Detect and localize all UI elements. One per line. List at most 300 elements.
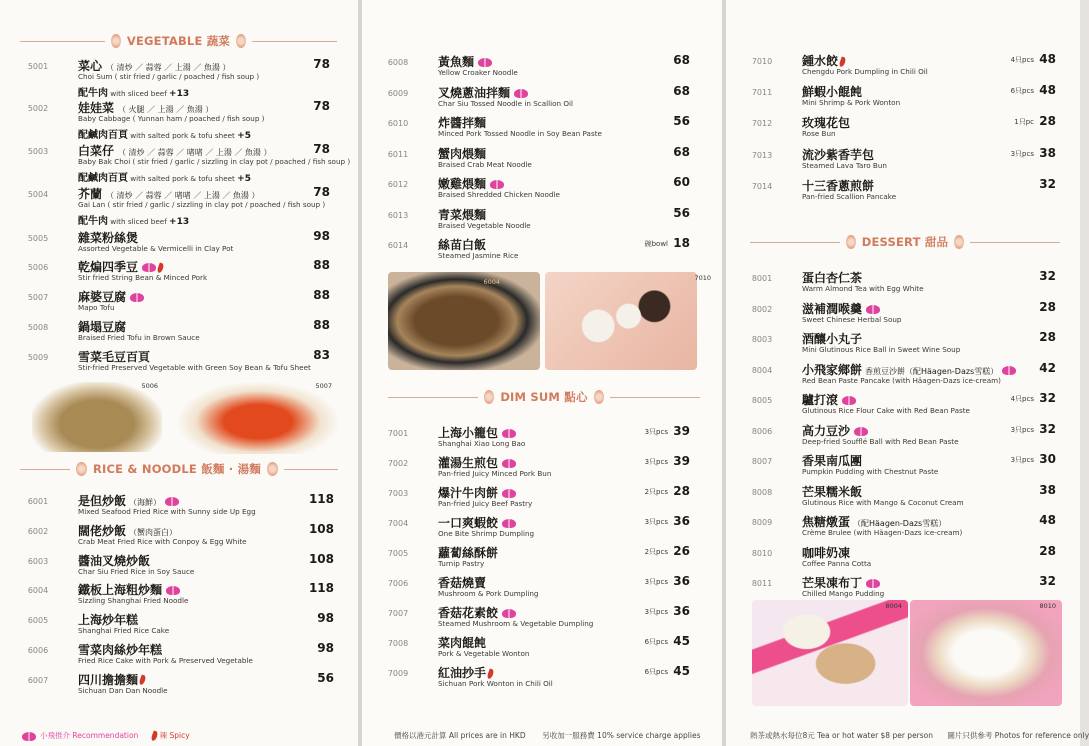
item-price: 39 xyxy=(673,454,690,468)
item-price: 78 xyxy=(313,57,330,71)
menu-item xyxy=(387,205,690,236)
menu-item xyxy=(27,348,330,378)
menu-item xyxy=(27,521,334,552)
divider xyxy=(750,242,840,243)
item-price: 118 xyxy=(308,492,334,506)
divider xyxy=(20,469,70,470)
item-unit: 3只pcs xyxy=(1010,149,1034,158)
item-name-zh-text: 紅油抄手 xyxy=(438,666,487,680)
item-price: 32 xyxy=(1039,391,1056,405)
item-price: 98 xyxy=(317,611,334,626)
flower-icon xyxy=(954,235,964,249)
item-code: 5007 xyxy=(27,293,49,302)
item-addon-price: +13 xyxy=(169,217,190,227)
item-code: 7007 xyxy=(387,609,409,618)
item-code: 6003 xyxy=(27,556,49,566)
item-addon-zh: 配牛肉 xyxy=(78,88,108,99)
item-name-zh-text: 高力豆沙 xyxy=(802,423,851,438)
item-name-zh-text: 小飛家鄉餅 xyxy=(802,362,863,377)
menu-item xyxy=(27,641,334,671)
divider xyxy=(610,397,700,398)
item-name-zh-text: 咖啡奶凍 xyxy=(802,545,851,560)
item-code: 8008 xyxy=(751,487,773,497)
item-price: 118 xyxy=(308,581,334,596)
item-name-en: Assorted Vegetable & Vermicelli in Clay Pot xyxy=(78,244,234,253)
item-name-zh-text: 爆汁牛肉餅 xyxy=(438,486,499,500)
section-title-dimsum xyxy=(478,386,610,408)
item-code: 8006 xyxy=(751,426,773,436)
item-code: 7002 xyxy=(387,459,409,468)
recommendation-butterfly-icon xyxy=(142,263,156,272)
item-price: 78 xyxy=(313,142,330,156)
menu-item xyxy=(27,492,334,522)
item-name-zh-text: 玫瑰花包 xyxy=(802,116,851,131)
menu-page-noodle-dimsum xyxy=(362,0,722,746)
item-name-zh-text: 鍾水餃 xyxy=(802,54,839,68)
item-price: 28 xyxy=(1039,543,1056,558)
flower-icon xyxy=(846,235,856,249)
section-title-dessert xyxy=(840,231,970,253)
item-name-en: Stir-fried Preserved Vegetable with Green Soy Bean & Tofu Sheet xyxy=(78,363,311,372)
item-price: 78 xyxy=(313,185,330,199)
item-name-zh-text: 上海小籠包 xyxy=(438,426,499,440)
item-price: 108 xyxy=(308,551,334,566)
item-name-zh-text: 菜肉餛飩 xyxy=(438,636,487,650)
item-name-en: Steamed Mushroom & Vegetable Dumpling xyxy=(438,619,594,628)
dish-photo xyxy=(388,272,540,370)
item-name-zh-text: 麻婆豆腐 xyxy=(78,290,127,304)
section-title-en: DIM SUM xyxy=(500,390,561,404)
flower-icon xyxy=(594,390,604,404)
item-name-zh-text: 香菇燒賣 xyxy=(438,576,487,590)
item-code: 6008 xyxy=(387,58,409,67)
item-price: 26 xyxy=(673,544,690,558)
item-addon xyxy=(78,84,189,99)
item-name-zh-text: 炸醬拌麵 xyxy=(438,116,487,130)
item-code: 7011 xyxy=(751,88,773,98)
item-code: 5008 xyxy=(27,323,49,332)
item-code: 8002 xyxy=(751,304,773,314)
tea-charge-note: 熱茶或熱水每位8元 Tea or hot water $8 per person xyxy=(750,731,934,740)
item-price: 48 xyxy=(1039,83,1056,98)
item-price: 78 xyxy=(313,99,330,113)
item-name-en: Mini Shrimp & Pork Wonton xyxy=(802,98,901,108)
menu-item xyxy=(387,514,690,544)
recommendation-butterfly-icon xyxy=(502,429,516,438)
item-code: 6001 xyxy=(27,497,49,506)
item-price: 36 xyxy=(673,514,690,528)
item-code: 6005 xyxy=(27,616,49,626)
item-name-en: One Bite Shrimp Dumpling xyxy=(438,529,535,538)
recommendation-butterfly-icon xyxy=(502,519,516,528)
item-code: 6011 xyxy=(387,149,409,159)
item-code: 8001 xyxy=(751,274,773,283)
item-name-zh-text: 黃魚麵 xyxy=(438,55,475,69)
menu-item xyxy=(751,360,1056,391)
legend-recommendation: 小飛推介 Recommendation xyxy=(40,731,139,740)
item-unit: 3只pcs xyxy=(644,578,668,586)
item-unit: 2只pcs xyxy=(644,488,668,496)
item-name-en: Steamed Lava Taro Bun xyxy=(802,160,887,170)
item-code: 7001 xyxy=(387,429,409,438)
item-code: 7010 xyxy=(751,57,773,66)
item-name-en: Turnip Pastry xyxy=(438,559,485,568)
item-price: 30 xyxy=(1039,452,1056,466)
menu-item xyxy=(387,574,690,604)
item-name-zh-text: 娃娃菜 xyxy=(78,101,115,115)
recommendation-butterfly-icon xyxy=(866,305,880,314)
menu-item xyxy=(387,454,690,484)
section-title-zh: 甜品 xyxy=(924,235,949,249)
item-code: 5003 xyxy=(27,147,49,156)
menu-item xyxy=(751,513,1056,543)
item-code: 8005 xyxy=(751,396,773,405)
item-unit: 6只pcs xyxy=(644,638,668,646)
item-price: 48 xyxy=(1039,513,1056,527)
legend-spicy: 辣 Spicy xyxy=(159,731,190,740)
item-name-zh-text: 雪菜肉絲炒年糕 xyxy=(78,643,163,657)
item-addon-en: with sliced beef xyxy=(110,217,167,226)
item-addon-en: with salted pork & tofu sheet xyxy=(130,174,235,183)
item-code: 5006 xyxy=(27,263,49,272)
divider xyxy=(284,469,338,470)
recommendation-butterfly-icon xyxy=(490,180,504,189)
item-code: 7003 xyxy=(387,489,409,498)
item-name-zh-text: 雪菜毛豆百頁 xyxy=(78,350,151,364)
menu-item xyxy=(387,634,690,664)
photo-code: 7010 xyxy=(694,274,711,282)
item-name-zh-text: 青菜煨麵 xyxy=(438,207,487,222)
item-code: 7006 xyxy=(387,579,409,588)
menu-item xyxy=(751,421,1056,452)
item-price: 56 xyxy=(317,670,334,685)
item-price: 98 xyxy=(313,229,330,243)
photo-code: 5006 xyxy=(141,382,158,390)
menu-page-vegetable-rice xyxy=(0,0,358,746)
divider xyxy=(388,397,478,398)
item-unit: 2只pcs xyxy=(644,548,668,556)
menu-item xyxy=(387,604,690,634)
item-options: （ 清炒 ／ 蒜蓉 ／ 啫啫 ／ 上湯 ／ 魚湯 ） xyxy=(106,191,260,200)
item-name-en: Chengdu Pork Dumpling in Chili Oil xyxy=(802,67,928,76)
item-name-zh-note: 香煎豆沙餅（配Häagen-Dazs雪糕） xyxy=(865,366,999,376)
item-name-zh-text: 四川擔擔麵 xyxy=(78,672,139,687)
item-price: 56 xyxy=(673,205,690,220)
item-name-en: Chilled Mango Pudding xyxy=(802,589,885,598)
item-price: 32 xyxy=(1039,421,1056,436)
item-name-zh-text: 蘿蔔絲酥餅 xyxy=(438,546,499,560)
item-price: 32 xyxy=(1039,269,1056,283)
menu-item xyxy=(387,114,690,144)
item-unit: 6只pcs xyxy=(644,668,668,676)
item-price: 32 xyxy=(1039,176,1056,191)
menu-item xyxy=(751,52,1056,82)
item-code: 6007 xyxy=(27,675,49,685)
photo-code: 8010 xyxy=(1039,602,1056,610)
item-price: 68 xyxy=(673,144,690,159)
item-name-en: Sizzling Shanghai Fried Noodle xyxy=(78,596,189,606)
flower-icon xyxy=(111,34,121,48)
item-name-zh-text: 雜菜粉絲煲 xyxy=(78,231,139,245)
menu-item xyxy=(387,83,690,114)
flower-icon xyxy=(267,462,278,476)
recommendation-butterfly-icon xyxy=(22,732,36,741)
item-code: 5001 xyxy=(27,62,49,71)
item-price: 28 xyxy=(1039,114,1056,129)
recommendation-butterfly-icon xyxy=(478,58,492,67)
item-price: 88 xyxy=(313,318,330,332)
item-name-en: Rose Bun xyxy=(802,129,836,139)
menu-item xyxy=(27,611,334,641)
item-name-en: Mushroom & Pork Dumpling xyxy=(438,589,539,598)
spicy-chili-icon xyxy=(486,668,494,679)
item-unit: 3只pcs xyxy=(1010,456,1034,464)
item-price: 18 xyxy=(673,236,690,250)
recommendation-butterfly-icon xyxy=(130,293,144,302)
item-price: 28 xyxy=(1039,330,1056,344)
item-addon-en: with sliced beef xyxy=(110,89,167,98)
item-code: 6013 xyxy=(387,210,409,220)
item-name-zh-text: 鮮蝦小餛飩 xyxy=(802,85,863,100)
item-options: （ 清炒 ／ 蒜蓉 ／ 啫啫 ／ 上湯 ／ 魚湯 ） xyxy=(118,148,272,157)
item-price: 88 xyxy=(313,258,330,272)
item-name-en: Shanghai Xiao Long Bao xyxy=(438,439,526,448)
divider xyxy=(20,41,105,42)
item-code: 8004 xyxy=(751,365,773,375)
item-unit: 3只pcs xyxy=(644,428,668,436)
item-name-en: Char Siu Fried Rice in Soy Sauce xyxy=(78,566,195,576)
item-name-zh-note: （蟹肉蛋白） xyxy=(129,527,178,537)
menu-item xyxy=(387,664,690,694)
divider xyxy=(970,242,1060,243)
menu-item xyxy=(751,482,1056,513)
item-price: 68 xyxy=(673,83,690,98)
menu-item xyxy=(387,144,690,175)
recommendation-butterfly-icon xyxy=(842,396,856,405)
menu-item xyxy=(27,318,330,348)
recommendation-butterfly-icon xyxy=(502,609,516,618)
menu-item xyxy=(751,299,1056,330)
dish-photo xyxy=(32,382,162,452)
item-name-zh-text: 鍋塌豆腐 xyxy=(78,320,127,334)
item-name-zh-text: 芒果凍布丁 xyxy=(802,576,863,590)
menu-item xyxy=(27,185,330,227)
spicy-chili-icon xyxy=(838,56,846,67)
menu-item xyxy=(751,452,1056,482)
menu-item xyxy=(387,424,690,454)
item-code: 6002 xyxy=(27,526,49,536)
item-name-zh-text: 醬油叉燒炒飯 xyxy=(78,553,151,568)
item-name-zh-text: 白菜仔 xyxy=(78,144,115,158)
section-title-en: DESSERT xyxy=(861,235,921,249)
item-name-en: Sweet Chinese Herbal Soup xyxy=(802,314,902,324)
item-unit: 3只pcs xyxy=(644,458,668,466)
item-name-en: Glutinous Rice Flour Cake with Red Bean Paste xyxy=(802,406,970,415)
item-addon-price: +5 xyxy=(237,131,251,141)
item-name-en: Pork & Vegetable Wonton xyxy=(438,649,530,658)
menu-item xyxy=(751,330,1056,360)
menu-page-dimsum-dessert xyxy=(726,0,1089,746)
menu-item xyxy=(751,176,1056,207)
item-name-en: Warm Almond Tea with Egg White xyxy=(802,284,924,293)
photo-code: 6004 xyxy=(483,278,500,286)
item-name-zh-text: 是但炒飯 xyxy=(78,494,127,508)
item-name-en: Choi Sum ( stir fried / garlic / poached / fish soup ) xyxy=(78,72,260,81)
footer-notes xyxy=(750,730,1089,741)
menu-item xyxy=(751,543,1056,574)
dish-photo xyxy=(752,600,908,706)
item-name-en: Sichuan Pork Wonton in Chili Oil xyxy=(438,679,553,688)
recommendation-butterfly-icon xyxy=(165,497,179,506)
menu-item xyxy=(751,269,1056,299)
recommendation-butterfly-icon xyxy=(514,89,528,98)
recommendation-butterfly-icon xyxy=(866,579,880,588)
item-name-zh-text: 灌湯生煎包 xyxy=(438,456,499,470)
item-price: 36 xyxy=(673,574,690,588)
item-price: 38 xyxy=(1039,482,1056,497)
item-name-en: Crab Meat Fried Rice with Conpoy & Egg White xyxy=(78,536,247,546)
divider xyxy=(252,41,337,42)
photo-code: 8004 xyxy=(885,602,902,610)
item-code: 7005 xyxy=(387,549,409,558)
spicy-chili-icon xyxy=(138,675,146,686)
item-code: 8003 xyxy=(751,335,773,344)
item-code: 6014 xyxy=(387,241,409,250)
item-addon-zh: 配鹹肉百頁 xyxy=(78,173,128,184)
item-code: 7009 xyxy=(387,669,409,678)
item-name-zh-text: 闊佬炒飯 xyxy=(78,523,127,538)
menu-item xyxy=(751,114,1056,144)
menu-item xyxy=(27,142,351,184)
item-unit: 3只pcs xyxy=(644,608,668,616)
item-name-zh-text: 叉燒蔥油拌麵 xyxy=(438,85,511,100)
item-addon-zh: 配牛肉 xyxy=(78,216,108,227)
item-name-en: Red Bean Paste Pancake (with Häagen-Dazs ice-cream) xyxy=(802,375,1001,385)
item-name-en: Braised Fried Tofu in Brown Sauce xyxy=(78,333,200,342)
menu-item xyxy=(387,236,690,266)
item-name-zh-text: 流沙紫香芋包 xyxy=(802,147,875,162)
section-title-en: RICE & NOODLE xyxy=(93,462,197,476)
item-name-en: Deep-fried Soufflé Ball with Red Bean Paste xyxy=(802,436,959,446)
item-price: 28 xyxy=(673,484,690,498)
item-code: 6006 xyxy=(27,646,49,655)
item-price: 28 xyxy=(1039,299,1056,314)
menu-item xyxy=(27,258,330,288)
item-name-en: Glutinous Rice with Mango & Coconut Cream xyxy=(802,497,964,507)
item-name-zh-text: 鐵板上海粗炒麵 xyxy=(78,583,163,598)
item-addon xyxy=(78,169,251,184)
dish-photo xyxy=(178,382,338,454)
item-name-zh-text: 蟹肉煨麵 xyxy=(438,146,487,161)
item-price: 38 xyxy=(1039,145,1056,160)
section-title-en: VEGETABLE xyxy=(126,34,203,48)
recommendation-butterfly-icon xyxy=(502,489,516,498)
menu-item xyxy=(27,57,330,99)
item-addon xyxy=(78,212,189,227)
item-unit: 碗bowl xyxy=(644,240,668,248)
item-name-en: Braised Vegetable Noodle xyxy=(438,220,531,230)
item-code: 8009 xyxy=(751,518,773,527)
item-unit: 4只pcs xyxy=(1010,395,1034,403)
item-name-en: Baby Cabbage ( Yunnan ham / poached / fish soup ) xyxy=(78,114,265,123)
item-code: 7013 xyxy=(751,150,773,160)
dish-photo xyxy=(910,600,1062,706)
item-addon xyxy=(78,126,251,141)
item-name-en: Braised Crab Meat Noodle xyxy=(438,159,532,169)
item-name-zh-note: （配Häagen-Dazs雪糕） xyxy=(853,519,947,528)
section-title-zh: 飯麵 · 湯麵 xyxy=(201,462,261,476)
item-price: 68 xyxy=(673,53,690,67)
recommendation-butterfly-icon xyxy=(1002,366,1016,375)
menu-item xyxy=(751,391,1056,421)
item-code: 8011 xyxy=(751,579,773,588)
section-title-vegetable xyxy=(105,30,252,52)
menu-item xyxy=(387,484,690,514)
section-title-rice-noodle xyxy=(70,458,284,480)
menu-item xyxy=(387,175,690,205)
menu-item xyxy=(751,83,1056,113)
item-price: 108 xyxy=(308,521,334,536)
spicy-chili-icon xyxy=(156,262,164,273)
item-code: 8007 xyxy=(751,457,773,466)
recommendation-butterfly-icon xyxy=(502,459,516,468)
item-code: 5005 xyxy=(27,234,49,243)
legend xyxy=(22,730,190,741)
item-name-zh-text: 蛋白杏仁茶 xyxy=(802,271,863,285)
item-name-zh-text: 一口爽蝦餃 xyxy=(438,516,499,530)
section-title-zh: 蔬菜 xyxy=(206,34,231,48)
item-name-zh-text: 菜心 xyxy=(78,59,103,73)
item-name-zh-text: 上海炒年糕 xyxy=(78,613,139,628)
item-price: 36 xyxy=(673,604,690,618)
item-name-zh-text: 絲苗白飯 xyxy=(438,238,487,252)
item-name-zh-text: 香菇花素餃 xyxy=(438,606,499,620)
photo-code: 5007 xyxy=(315,382,332,390)
item-name-en: Crème Brulee (with Häagen-Dazs ice-cream) xyxy=(802,528,963,537)
dish-photo xyxy=(545,272,711,370)
menu-item xyxy=(27,551,334,582)
item-price: 60 xyxy=(673,175,690,189)
item-name-zh-text: 芥蘭 xyxy=(78,187,103,201)
item-name-en: Mixed Seafood Fried Rice with Sunny side Up Egg xyxy=(78,507,256,516)
item-code: 6009 xyxy=(387,88,409,98)
item-code: 5004 xyxy=(27,190,49,199)
item-addon-en: with salted pork & tofu sheet xyxy=(130,131,235,140)
item-name-en: Minced Pork Tossed Noodle in Soy Bean Paste xyxy=(438,129,602,138)
item-name-zh-text: 焦糖燉蛋 xyxy=(802,515,851,529)
photos-note: 圖片只供參考 Photos for reference only xyxy=(947,731,1089,740)
item-name-en: Coffee Panna Cotta xyxy=(802,558,872,568)
item-code: 6012 xyxy=(387,180,409,189)
item-unit: 3只pcs xyxy=(1010,425,1034,434)
item-name-zh-text: 芒果糯米飯 xyxy=(802,484,863,499)
item-price: 98 xyxy=(317,641,334,655)
item-code: 5009 xyxy=(27,353,49,362)
item-price: 45 xyxy=(673,634,690,648)
item-name-zh-text: 滋補潤喉羹 xyxy=(802,301,863,316)
item-name-en: Steamed Jasmine Rice xyxy=(438,251,519,260)
recommendation-butterfly-icon xyxy=(166,586,180,595)
item-code: 7004 xyxy=(387,519,409,528)
item-name-en: Yellow Croaker Noodle xyxy=(438,68,518,77)
item-name-en: Stir fried String Bean & Minced Pork xyxy=(78,273,208,282)
item-code: 8010 xyxy=(751,548,773,558)
menu-item xyxy=(751,145,1056,176)
item-name-en: Fried Rice Cake with Pork & Preserved Vegetable xyxy=(78,656,253,665)
item-addon-zh: 配鹹肉百頁 xyxy=(78,130,128,141)
menu-item xyxy=(387,53,690,83)
item-name-en: Pan-fried Scallion Pancake xyxy=(802,191,897,201)
